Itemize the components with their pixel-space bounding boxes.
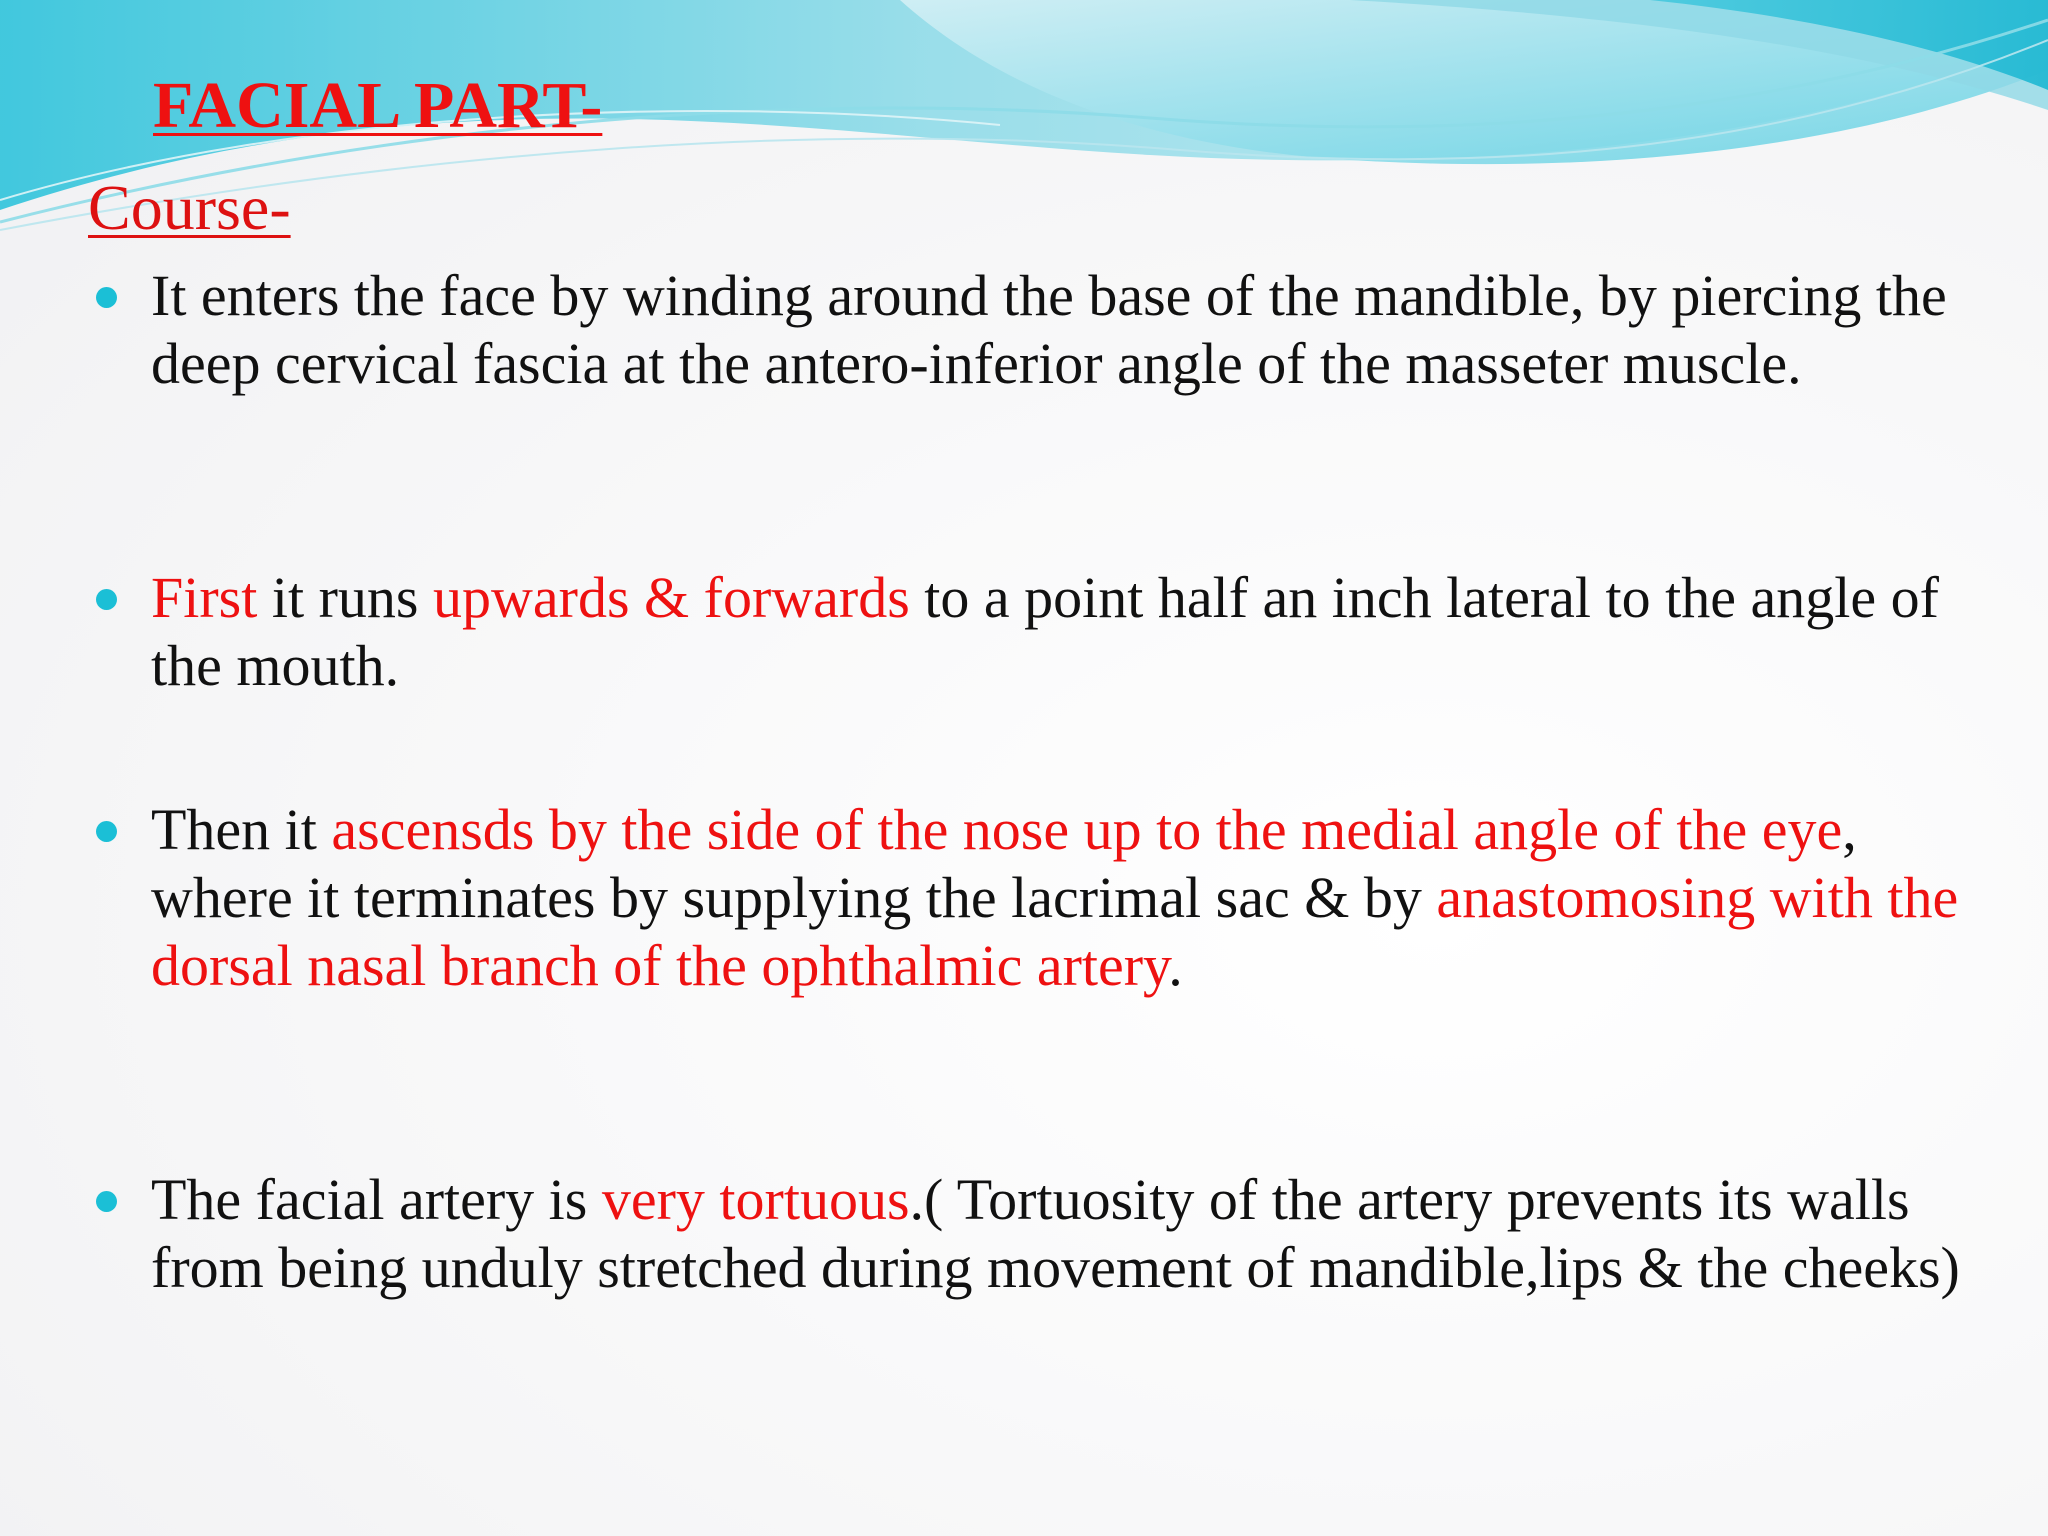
text-segment: to a point half an inch lateral to the angle of the mouth. [151, 565, 1939, 698]
highlighted-text-segment: anastomosing with the dorsal nasal branch of the ophthalmic artery [151, 865, 1959, 998]
text-segment: .( Tortuosity of the artery prevents its walls from being unduly stretched during movement of mandible,lips & the cheeks) [151, 1167, 1960, 1300]
bullet-dot-icon [96, 287, 117, 308]
bullet-dot-icon [96, 1191, 117, 1212]
bullet-text [151, 1166, 1976, 1302]
text-segment: Then it [151, 797, 332, 862]
text-segment: . [1168, 933, 1183, 998]
text-segment: it runs [257, 565, 433, 630]
text-segment: It enters the face by winding around the base of the mandible, by piercing the deep cervical fascia at the antero-inferior angle of the masseter muscle. [151, 263, 1947, 396]
highlighted-text-segment: First [151, 565, 258, 630]
bullet-text [151, 796, 1976, 1000]
bullet-dot-icon [96, 821, 117, 842]
text-segment: The facial artery is [151, 1167, 602, 1232]
text-segment: , where it terminates by supplying the lacrimal sac & by [151, 797, 1857, 930]
bullet-dot-icon [96, 589, 117, 610]
highlighted-text-segment: ascensds by the side of the nose up to the medial angle of the eye [331, 797, 1843, 862]
slide-title: FACIAL PART- [153, 69, 603, 142]
highlighted-text-segment: upwards & forwards [433, 565, 910, 630]
section-heading: Course- [88, 172, 291, 243]
highlighted-text-segment: very tortuous [601, 1167, 910, 1232]
bullet-text [151, 262, 1976, 398]
bullet-text [151, 564, 1976, 700]
